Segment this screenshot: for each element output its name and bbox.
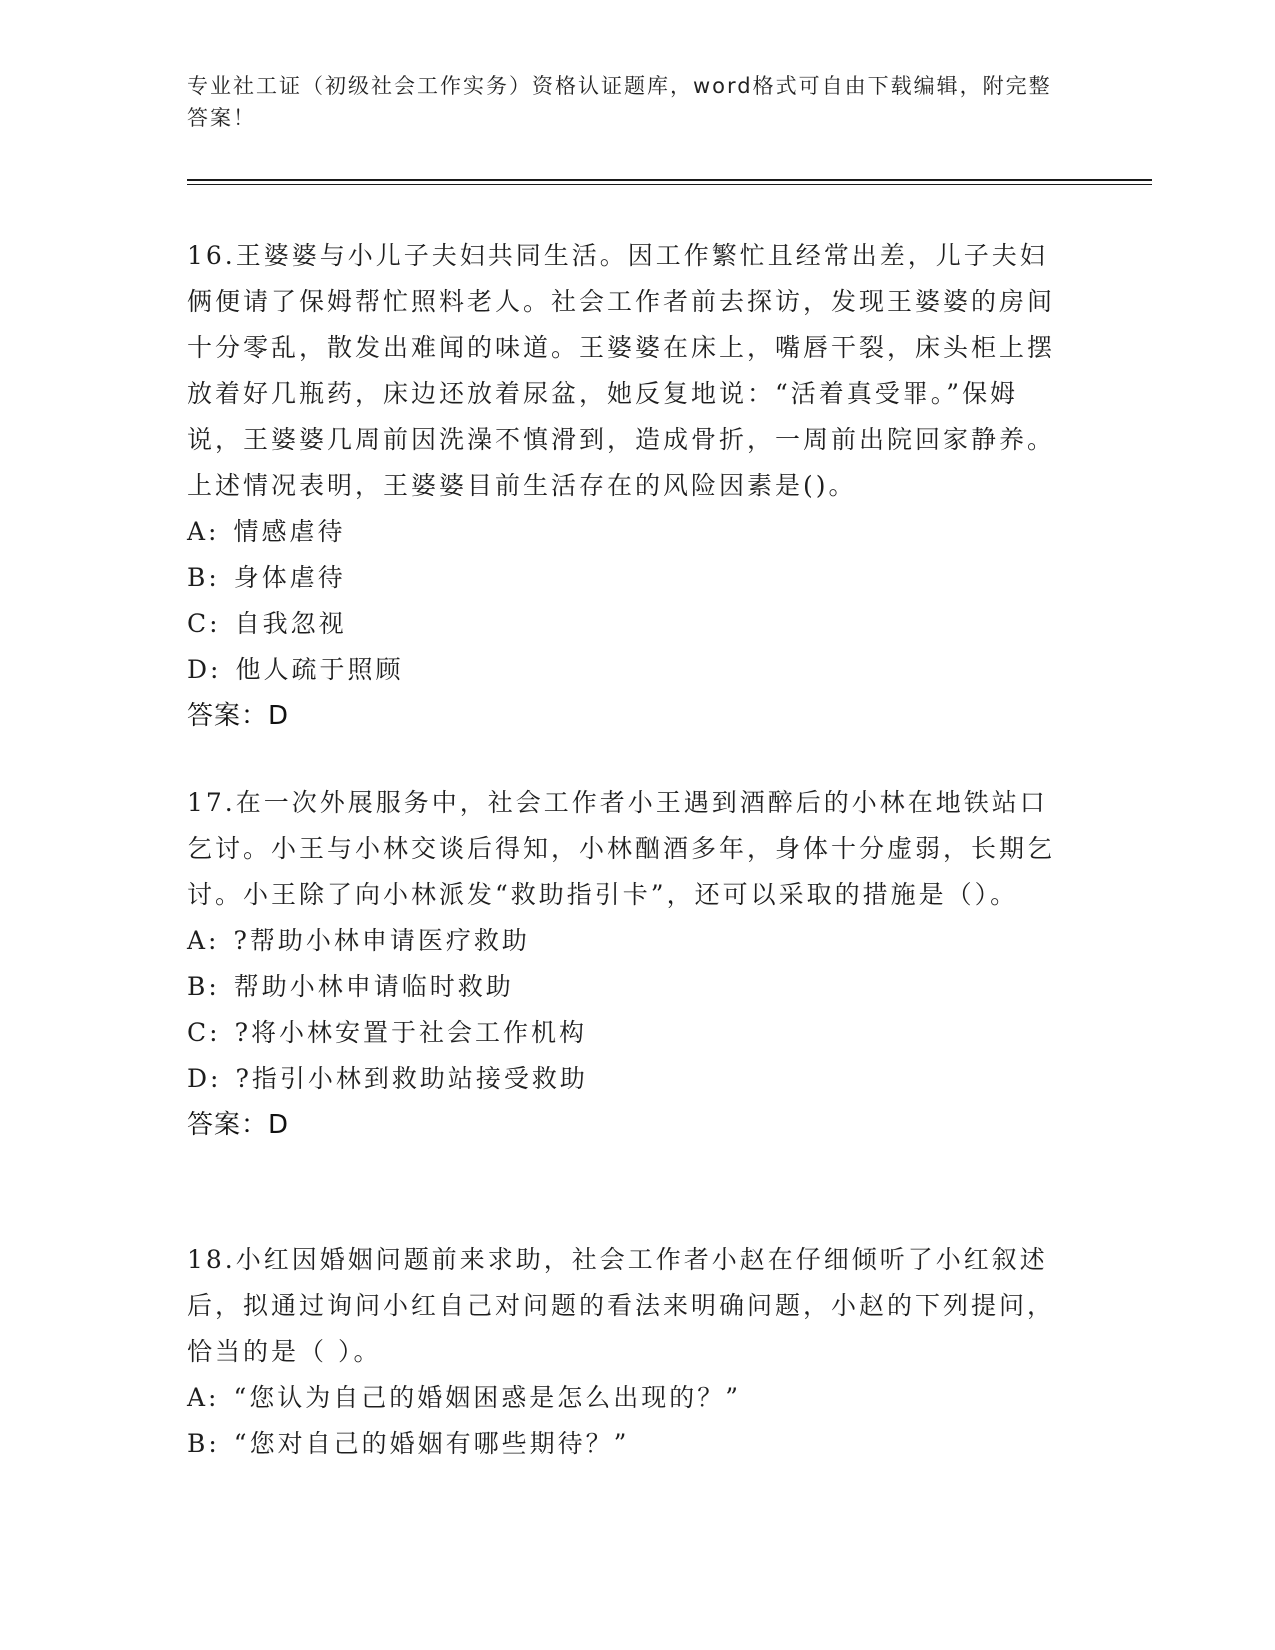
question-stem: 17.在一次外展服务中，社会工作者小王遇到酒醉后的小林在地铁站口乞讨。小王与小林交谈后得知，小林酗酒多年，身体十分虚弱，长期乞讨。小王除了向小林派发“救助指引卡”，还可以采取的措施是（）。 xyxy=(187,788,1056,909)
option-label: D: xyxy=(187,655,222,684)
option-b xyxy=(187,964,1067,1010)
option-label: A: xyxy=(187,1383,220,1412)
question-17 xyxy=(187,780,1067,1148)
option-b xyxy=(187,555,1067,601)
question-16 xyxy=(187,233,1067,739)
option-text: 他人疏于照顾 xyxy=(235,655,404,684)
option-c xyxy=(187,1010,1067,1056)
option-text: 帮助小林申请临时救助 xyxy=(233,972,514,1001)
option-label: C: xyxy=(187,1018,221,1047)
option-text: 身体虐待 xyxy=(233,563,346,592)
header-divider xyxy=(187,179,1152,181)
option-a xyxy=(187,1375,1067,1421)
question-18 xyxy=(187,1237,1067,1467)
option-text: ?指引小林到救助站接受救助 xyxy=(235,1064,588,1093)
option-text: ?帮助小林申请医疗救助 xyxy=(233,926,530,955)
option-label: B: xyxy=(187,1429,220,1458)
option-d xyxy=(187,647,1067,693)
option-text: 情感虐待 xyxy=(233,517,346,546)
option-c xyxy=(187,601,1067,647)
option-b xyxy=(187,1421,1067,1467)
option-label: B: xyxy=(187,972,220,1001)
option-text: ?将小林安置于社会工作机构 xyxy=(234,1018,587,1047)
option-label: C: xyxy=(187,609,221,638)
question-stem: 18.小红因婚姻问题前来求助，社会工作者小赵在仔细倾听了小红叙述后，拟通过询问小红自己对问题的看法来明确问题，小赵的下列提问，恰当的是（ ）。 xyxy=(187,1245,1056,1366)
option-a xyxy=(187,918,1067,964)
option-text: “您对自己的婚姻有哪些期待？” xyxy=(233,1429,630,1458)
option-label: D: xyxy=(187,1064,222,1093)
option-label: A: xyxy=(187,517,220,546)
header-divider-secondary xyxy=(187,184,1152,185)
question-stem: 16.王婆婆与小儿子夫妇共同生活。因工作繁忙且经常出差，儿子夫妇俩便请了保姆帮忙照料老人。社会工作者前去探访，发现王婆婆的房间十分零乱，散发出难闻的味道。王婆婆在床上，嘴唇干裂，床头柜上摆放着好几瓶药，床边还放着尿盆，她反复地说：“活着真受罪。”保姆说，王婆婆几周前因洗澡不慎滑到，造成骨折，一周前出院回家静养。上述情况表明，王婆婆目前生活存在的风险因素是()。 xyxy=(187,241,1056,500)
option-label: A: xyxy=(187,926,220,955)
option-text: 自我忽视 xyxy=(234,609,347,638)
answer-line: 答案：D xyxy=(187,1110,290,1140)
option-label: B: xyxy=(187,563,220,592)
option-d xyxy=(187,1056,1067,1102)
option-a xyxy=(187,509,1067,555)
page-header: 专业社工证（初级社会工作实务）资格认证题库，word格式可自由下载编辑，附完整答案！ xyxy=(187,74,1052,130)
answer-line: 答案：D xyxy=(187,701,290,731)
option-text: “您认为自己的婚姻困惑是怎么出现的？” xyxy=(233,1383,742,1412)
